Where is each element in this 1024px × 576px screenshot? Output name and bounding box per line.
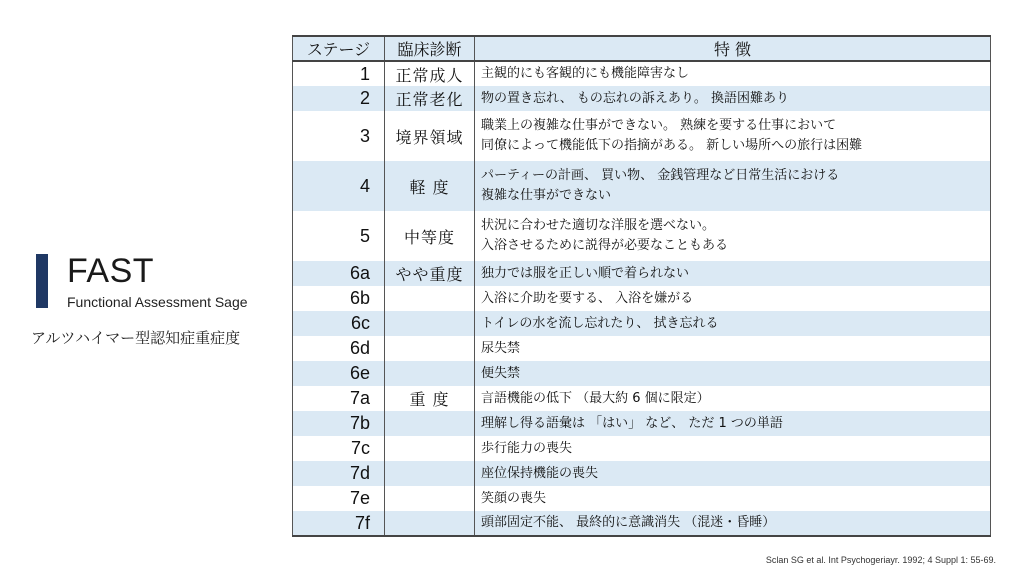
feature-line: 理解し得る語彙は 「はい」 など、 ただ 1 つの単語 [481,415,783,431]
diagnosis-cell: 正常成人 [385,61,475,86]
table-row [293,436,991,461]
diagnosis-cell: 中等度 [385,211,475,261]
features-cell [475,436,991,461]
features-cell [475,311,991,336]
table-row [293,511,991,536]
table-row [293,286,991,311]
features-cell [475,486,991,511]
table-row [293,311,991,336]
features-cell [475,361,991,386]
diagnosis-cell [385,461,475,486]
stage-cell: 3 [293,111,385,161]
stage-cell: 5 [293,211,385,261]
feature-line: 独力では服を正しい順で着られない [481,265,690,281]
stage-cell: 6c [293,311,385,336]
header-stage: ステージ [293,36,385,61]
table-row [293,261,991,286]
diagnosis-cell [385,336,475,361]
feature-line: 状況に合わせた適切な洋服を選べない。 [481,218,716,233]
features-cell [475,161,991,211]
features-cell [475,86,991,111]
table-row [293,211,991,261]
header-diagnosis: 臨床診断 [385,36,475,61]
table-body [293,61,991,536]
header-features: 特 徴 [475,36,991,61]
features-cell [475,261,991,286]
features-cell [475,111,991,161]
diagnosis-cell [385,436,475,461]
table-row [293,386,991,411]
stage-cell: 7b [293,411,385,436]
features-cell [475,411,991,436]
diagnosis-cell [385,311,475,336]
diagnosis-cell: 正常老化 [385,86,475,111]
diagnosis-cell: 境界領域 [385,111,475,161]
feature-line: 職業上の複雑な仕事ができない。 熟練を要する仕事において [481,118,837,133]
feature-line: 同僚によって機能低下の指摘がある。 新しい場所への旅行は困難 [481,138,863,153]
table-row [293,411,991,436]
title-accent-bar [36,254,48,308]
stage-cell: 2 [293,86,385,111]
table-row [293,336,991,361]
table-row [293,486,991,511]
feature-line: 複雑な仕事ができない [481,188,612,203]
citation: Sclan SG et al. Int Psychogeriayr. 1992; 4 Suppl 1: 55-69. [765,555,996,565]
diagnosis-cell [385,411,475,436]
features-cell [475,61,991,86]
stage-cell: 6a [293,261,385,286]
features-cell [475,461,991,486]
stage-cell: 6b [293,286,385,311]
feature-line: パーティーの計画、 買い物、 金銭管理など日常生活における [481,168,840,183]
feature-line: 入浴に介助を要する、 入浴を嫌がる [481,290,694,306]
diagnosis-cell [385,286,475,311]
feature-line: 主観的にも客観的にも機能障害なし [481,66,690,81]
feature-line: 座位保持機能の喪失 [481,465,599,481]
stage-cell: 7a [293,386,385,411]
diagnosis-cell [385,486,475,511]
diagnosis-cell: 重 度 [385,386,475,411]
slide-subtitle: Functional Assessment Sage [67,294,248,310]
stage-cell: 6e [293,361,385,386]
feature-line: 入浴させるために説得が必要なこともある [481,238,729,253]
feature-line: 頭部固定不能、 最終的に意識消失 （混迷・昏睡） [481,515,776,530]
slide-title: FAST [67,252,155,290]
table-row [293,61,991,86]
features-cell [475,286,991,311]
features-cell [475,211,991,261]
features-cell [475,336,991,361]
stage-cell: 1 [293,61,385,86]
table-header-row [293,36,991,61]
table-row [293,86,991,111]
diagnosis-cell [385,511,475,536]
feature-line: 歩行能力の喪失 [481,440,573,456]
diagnosis-cell [385,361,475,386]
slide-subtitle-japanese: アルツハイマー型認知症重症度 [31,329,241,347]
feature-line: 物の置き忘れ、 もの忘れの訴えあり。 換語困難あり [481,90,790,106]
table-row [293,111,991,161]
stage-cell: 7e [293,486,385,511]
fast-stage-table [292,35,991,537]
table-row [293,461,991,486]
features-cell [475,511,991,536]
stage-cell: 4 [293,161,385,211]
table-row [293,361,991,386]
stage-cell: 7c [293,436,385,461]
feature-line: 笑顔の喪失 [481,490,547,506]
feature-line: トイレの水を流し忘れたり、 拭き忘れる [481,315,719,331]
feature-line: 便失禁 [481,365,521,381]
table-row [293,161,991,211]
feature-line: 言語機能の低下 （最大約 6 個に限定） [481,390,710,406]
feature-line: 尿失禁 [481,340,521,356]
features-cell [475,386,991,411]
stage-cell: 7f [293,511,385,536]
diagnosis-cell: やや重度 [385,261,475,286]
diagnosis-cell: 軽 度 [385,161,475,211]
stage-cell: 7d [293,461,385,486]
stage-cell: 6d [293,336,385,361]
